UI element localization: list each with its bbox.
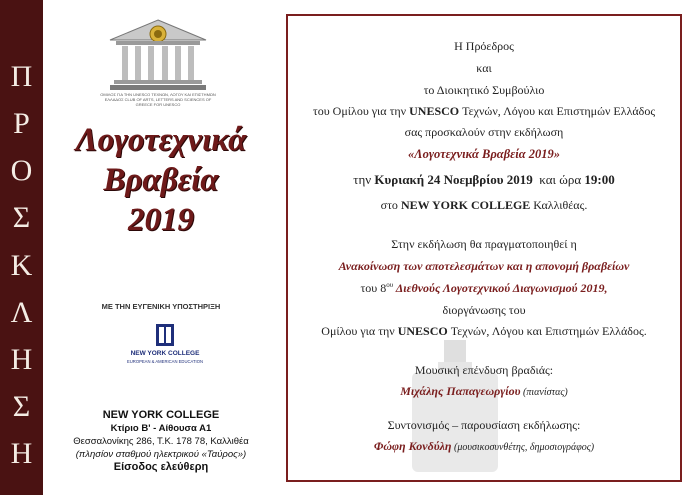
- line-club: του Ομίλου για την UNESCO Τεχνών, Λόγου και Επιστημών Ελλάδος: [312, 104, 656, 118]
- event-title-line3: 2019: [128, 202, 194, 238]
- venue-entry: Είσοδος ελεύθερη: [113, 461, 209, 473]
- venue-address: Θεσσαλονίκης 286, Τ.Κ. 178 78, Καλλιθέα: [73, 436, 249, 447]
- venue-near: (πλησίον σταθμού ηλεκτρικού «Ταύρος»): [75, 449, 247, 460]
- line-announcement: Ανακοίνωση των αποτελεσμάτων και η απονομή βραβείων: [338, 259, 630, 273]
- line-board: το Διοικητικό Συμβούλιο: [423, 83, 545, 97]
- event-title-line1: Λογοτεχνικά: [75, 122, 247, 158]
- new-york-college-logo: [120, 322, 210, 374]
- venue-building: Κτίριο Β' - Αίθουσα Α1: [110, 423, 212, 434]
- event-title-line2: Βραβεία: [103, 162, 219, 198]
- vertical-title: [0, 0, 43, 495]
- line-contest: του $8^{o\upsilon}$ Διεθνούς Λογοτεχνικού Διαγωνισμού 2019,: [360, 281, 608, 295]
- title-letter: Σ: [12, 201, 31, 235]
- line-event-name: «Λογοτεχνικά Βραβεία 2019»: [407, 147, 561, 161]
- perfume-bottle-watermark: [400, 330, 510, 480]
- left-panel: [50, 0, 272, 495]
- line-host: Φώφη Κονδύλη (μουσικοσυνθέτης, δημοσιογράφος): [373, 439, 595, 453]
- line-and: και: [476, 61, 492, 75]
- title-letter: Ο: [10, 154, 33, 188]
- nyc-logo-sub: EUROPEAN & AMERICAN EDUCATION: [126, 359, 204, 364]
- line-host-label: Συντονισμός – παρουσίαση εκδήλωσης:: [387, 418, 581, 432]
- logo-caption: ΟΜΙΛΟΣ ΓΙΑ ΤΗΝ UNESCO ΤΕΧΝΩΝ, ΛΟΓΟΥ ΚΑΙ ΕΠΙΣΤΗΜΩΝ ΕΛΛΑΔΟΣ CLUB OF ARTS, LETTERS AND SCIENCES OF GREECE FOR UNESCO: [100, 92, 216, 107]
- line-date: την Κυριακή 24 Νοεμβρίου 2019 και ώρα 19:00: [353, 172, 615, 187]
- title-letter: Σ: [12, 389, 31, 423]
- title-letter: Η: [10, 437, 33, 470]
- line-organizer: διοργάνωσης του: [442, 303, 526, 317]
- line-venue: στο NEW YORK COLLEGE Καλλιθέας.: [380, 198, 588, 212]
- unesco-club-logo: [108, 18, 208, 93]
- line-musician: Μιχάλης Παπαγεωργίου (πιανίστας): [400, 384, 568, 398]
- title-letter: Λ: [10, 295, 33, 329]
- line-president: Η Πρόεδρος: [454, 39, 514, 53]
- venue-block: [50, 409, 272, 474]
- support-label: ΜΕ ΤΗΝ ΕΥΓΕΝΙΚΗ ΥΠΟΣΤΗΡΙΞΗ: [101, 302, 221, 311]
- title-letter: Ρ: [13, 107, 30, 141]
- line-club-2: Ομίλου για την UNESCO Τεχνών, Λόγου και Επιστημών Ελλάδος.: [321, 324, 647, 338]
- line-invite: σας προσκαλούν στην εκδήλωση: [404, 125, 564, 139]
- title-letter: Η: [10, 342, 33, 376]
- title-letter: Κ: [10, 248, 33, 282]
- line-music-label: Μουσική επένδυση βραδιάς:: [414, 363, 554, 377]
- line-event-intro: Στην εκδήλωση θα πραγματοποιηθεί η: [391, 237, 577, 251]
- venue-name: NEW YORK COLLEGE: [102, 409, 220, 421]
- title-letter: Π: [10, 60, 33, 93]
- nyc-logo-name: NEW YORK COLLEGE: [130, 350, 200, 357]
